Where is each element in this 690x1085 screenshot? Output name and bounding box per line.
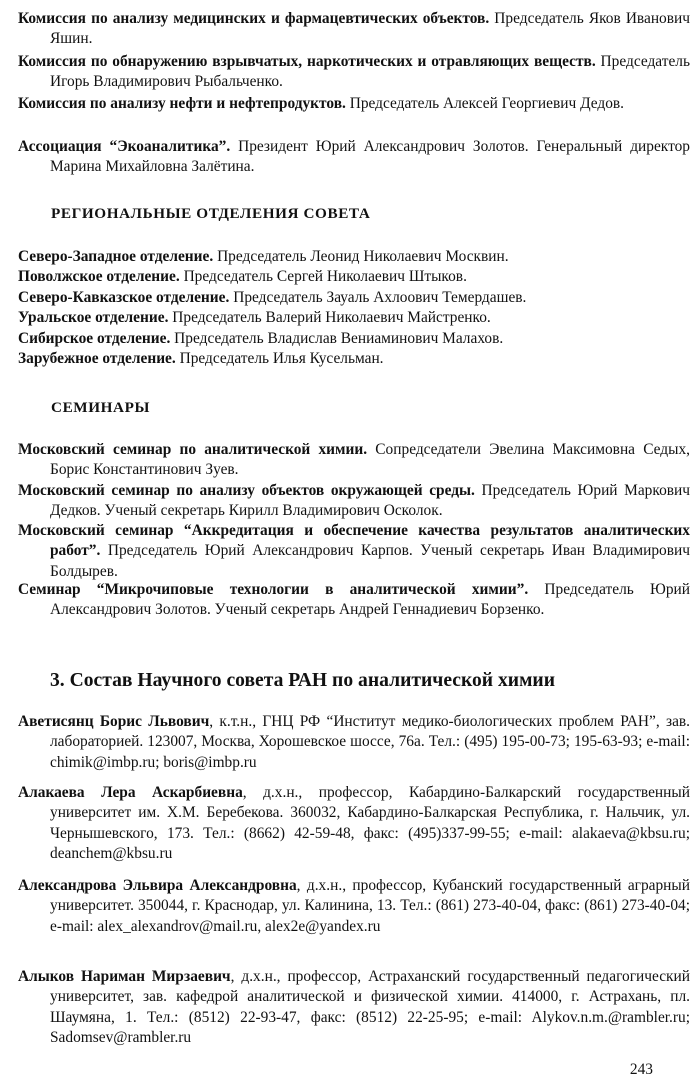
commission-name: Ассоциация “Экоаналитика”. — [18, 138, 231, 155]
member-details: , д.х.н., профессор, Кубанский государственный аграрный университет. 350044, г. Краснодар, ул. Калинина, 13. Тел.: (861) 273-40-04, факс: (861) 273-40-04; e-mail: alex_alexandrov@mail.ru, alex2e@yandex.ru — [50, 877, 690, 935]
seminar-details: Председатель Юрий Александрович Золотов. Ученый секретарь Андрей Геннадиевич Борзенко. — [50, 581, 690, 619]
seminar-name: Московский семинар “Аккредитация и обеспечение качества результатов аналитических работ”. — [18, 522, 690, 560]
member-entry — [18, 712, 690, 773]
regional-item-details: Председатель Зауаль Ахлоович Темердашев. — [229, 288, 527, 306]
member-name: Алыков Нариман Мирзаевич — [18, 968, 231, 985]
member-details: , д.х.н., профессор, Астраханский государственный педагогический университет, зав. кафедрой аналитической и физической химии. 414000, г. Астрахань, пл. Шаумяна, 1. Тел.: (8512) 22-93-47, факс: (8512) 22-25-95; e-mail: Alykov.n.m.@rambler.ru; Sadomsev@rambler.ru — [50, 968, 690, 1047]
seminar-name: Московский семинар по анализу объектов окружающей среды. — [18, 482, 475, 499]
seminars-heading: СЕМИНАРЫ — [51, 399, 151, 416]
member-details: , д.х.н., профессор, Кабардино-Балкарский государственный университет им. Х.М. Беребекова. 360032, Кабардино-Балкарская Республика, г. Нальчик, ул. Чернышевского, 173. Тел.: (8662) 42-59-48, факс: (495)337-99-55; e-mail: alakaeva@kbsu.ru; deanchem@kbsu.ru — [50, 784, 690, 863]
commission-details: Председатель Игорь Владимирович Рыбальченко. — [50, 53, 690, 91]
regional-item-name: Зарубежное отделение. — [18, 350, 176, 368]
regional-list — [18, 247, 663, 369]
member-entry — [18, 967, 690, 1049]
section-title: 3. Состав Научного совета РАН по аналитической химии — [50, 670, 555, 691]
member-name: Аветисянц Борис Львович — [18, 713, 210, 730]
regional-item-name: Сибирское отделение. — [18, 329, 171, 347]
regional-item-details: Председатель Сергей Николаевич Штыков. — [179, 268, 467, 286]
commission-name: Комиссия по анализу медицинских и фармацевтических объектов. — [18, 10, 490, 27]
commission-details: Президент Юрий Александрович Золотов. Генеральный директор Марина Михайловна Залётина. — [50, 138, 690, 176]
seminar-entry — [18, 440, 690, 481]
seminar-details: Председатель Юрий Александрович Карпов. Ученый секретарь Иван Владимирович Болдырев. — [50, 542, 690, 580]
member-name: Алакаева Лера Аскарбиевна — [18, 784, 243, 801]
commission-entry — [18, 52, 690, 93]
regional-item-details: Председатель Владислав Вениаминович Малахов. — [170, 329, 504, 347]
member-entry — [18, 876, 690, 937]
seminar-entry — [18, 481, 690, 522]
regional-item-name: Северо-Западное отделение. — [18, 248, 214, 265]
regional-item-details: Председатель Леонид Николаевич Москвин. — [213, 248, 509, 265]
regional-item — [18, 349, 663, 369]
regional-item — [18, 247, 663, 267]
seminar-name: Московский семинар по аналитической химии. — [18, 441, 368, 458]
page-number: 243 — [629, 1061, 653, 1078]
seminar-name: Семинар “Микрочиповые технологии в аналитической химии”. — [18, 581, 529, 598]
commission-entry — [18, 9, 690, 50]
seminar-details: Председатель Юрий Маркович Дедков. Ученый секретарь Кирилл Владимирович Осколок. — [50, 482, 690, 520]
regional-item-details: Председатель Илья Кусельман. — [175, 350, 384, 368]
regional-item — [18, 329, 663, 349]
regional-item-name: Поволжское отделение. — [18, 268, 180, 286]
regional-item — [18, 308, 663, 328]
regional-item — [18, 288, 663, 308]
commission-entry — [18, 137, 690, 178]
seminar-entry — [18, 521, 690, 582]
commission-entry — [18, 94, 690, 114]
regional-item-details: Председатель Валерий Николаевич Майстренко. — [168, 309, 491, 327]
member-entry — [18, 783, 690, 865]
commission-details: Председатель Яков Иванович Яшин. — [50, 10, 690, 48]
commission-details: Председатель Алексей Георгиевич Дедов. — [345, 95, 625, 112]
seminar-details: Сопредседатели Эвелина Максимовна Седых, Борис Константинович Зуев. — [50, 441, 690, 479]
regional-item-name: Уральское отделение. — [18, 309, 169, 327]
regional-heading: РЕГИОНАЛЬНЫЕ ОТДЕЛЕНИЯ СОВЕТА — [51, 205, 371, 222]
commission-name: Комиссия по обнаружению взрывчатых, наркотических и отравляющих веществ. — [18, 53, 596, 70]
regional-item — [18, 267, 663, 287]
commission-name: Комиссия по анализу нефти и нефтепродуктов. — [18, 95, 346, 112]
seminar-entry — [18, 580, 690, 621]
member-name: Александрова Эльвира Александровна — [18, 877, 297, 894]
member-details: , к.т.н., ГНЦ РФ “Институт медико-биологических проблем РАН”, зав. лабораторией. 123007, Москва, Хорошевское шоссе, 76а. Тел.: (495) 195-00-73; 195-63-93; e-mail: chimik@imbp.ru; boris@imbp.ru — [50, 713, 690, 771]
regional-item-name: Северо-Кавказское отделение. — [18, 288, 230, 306]
